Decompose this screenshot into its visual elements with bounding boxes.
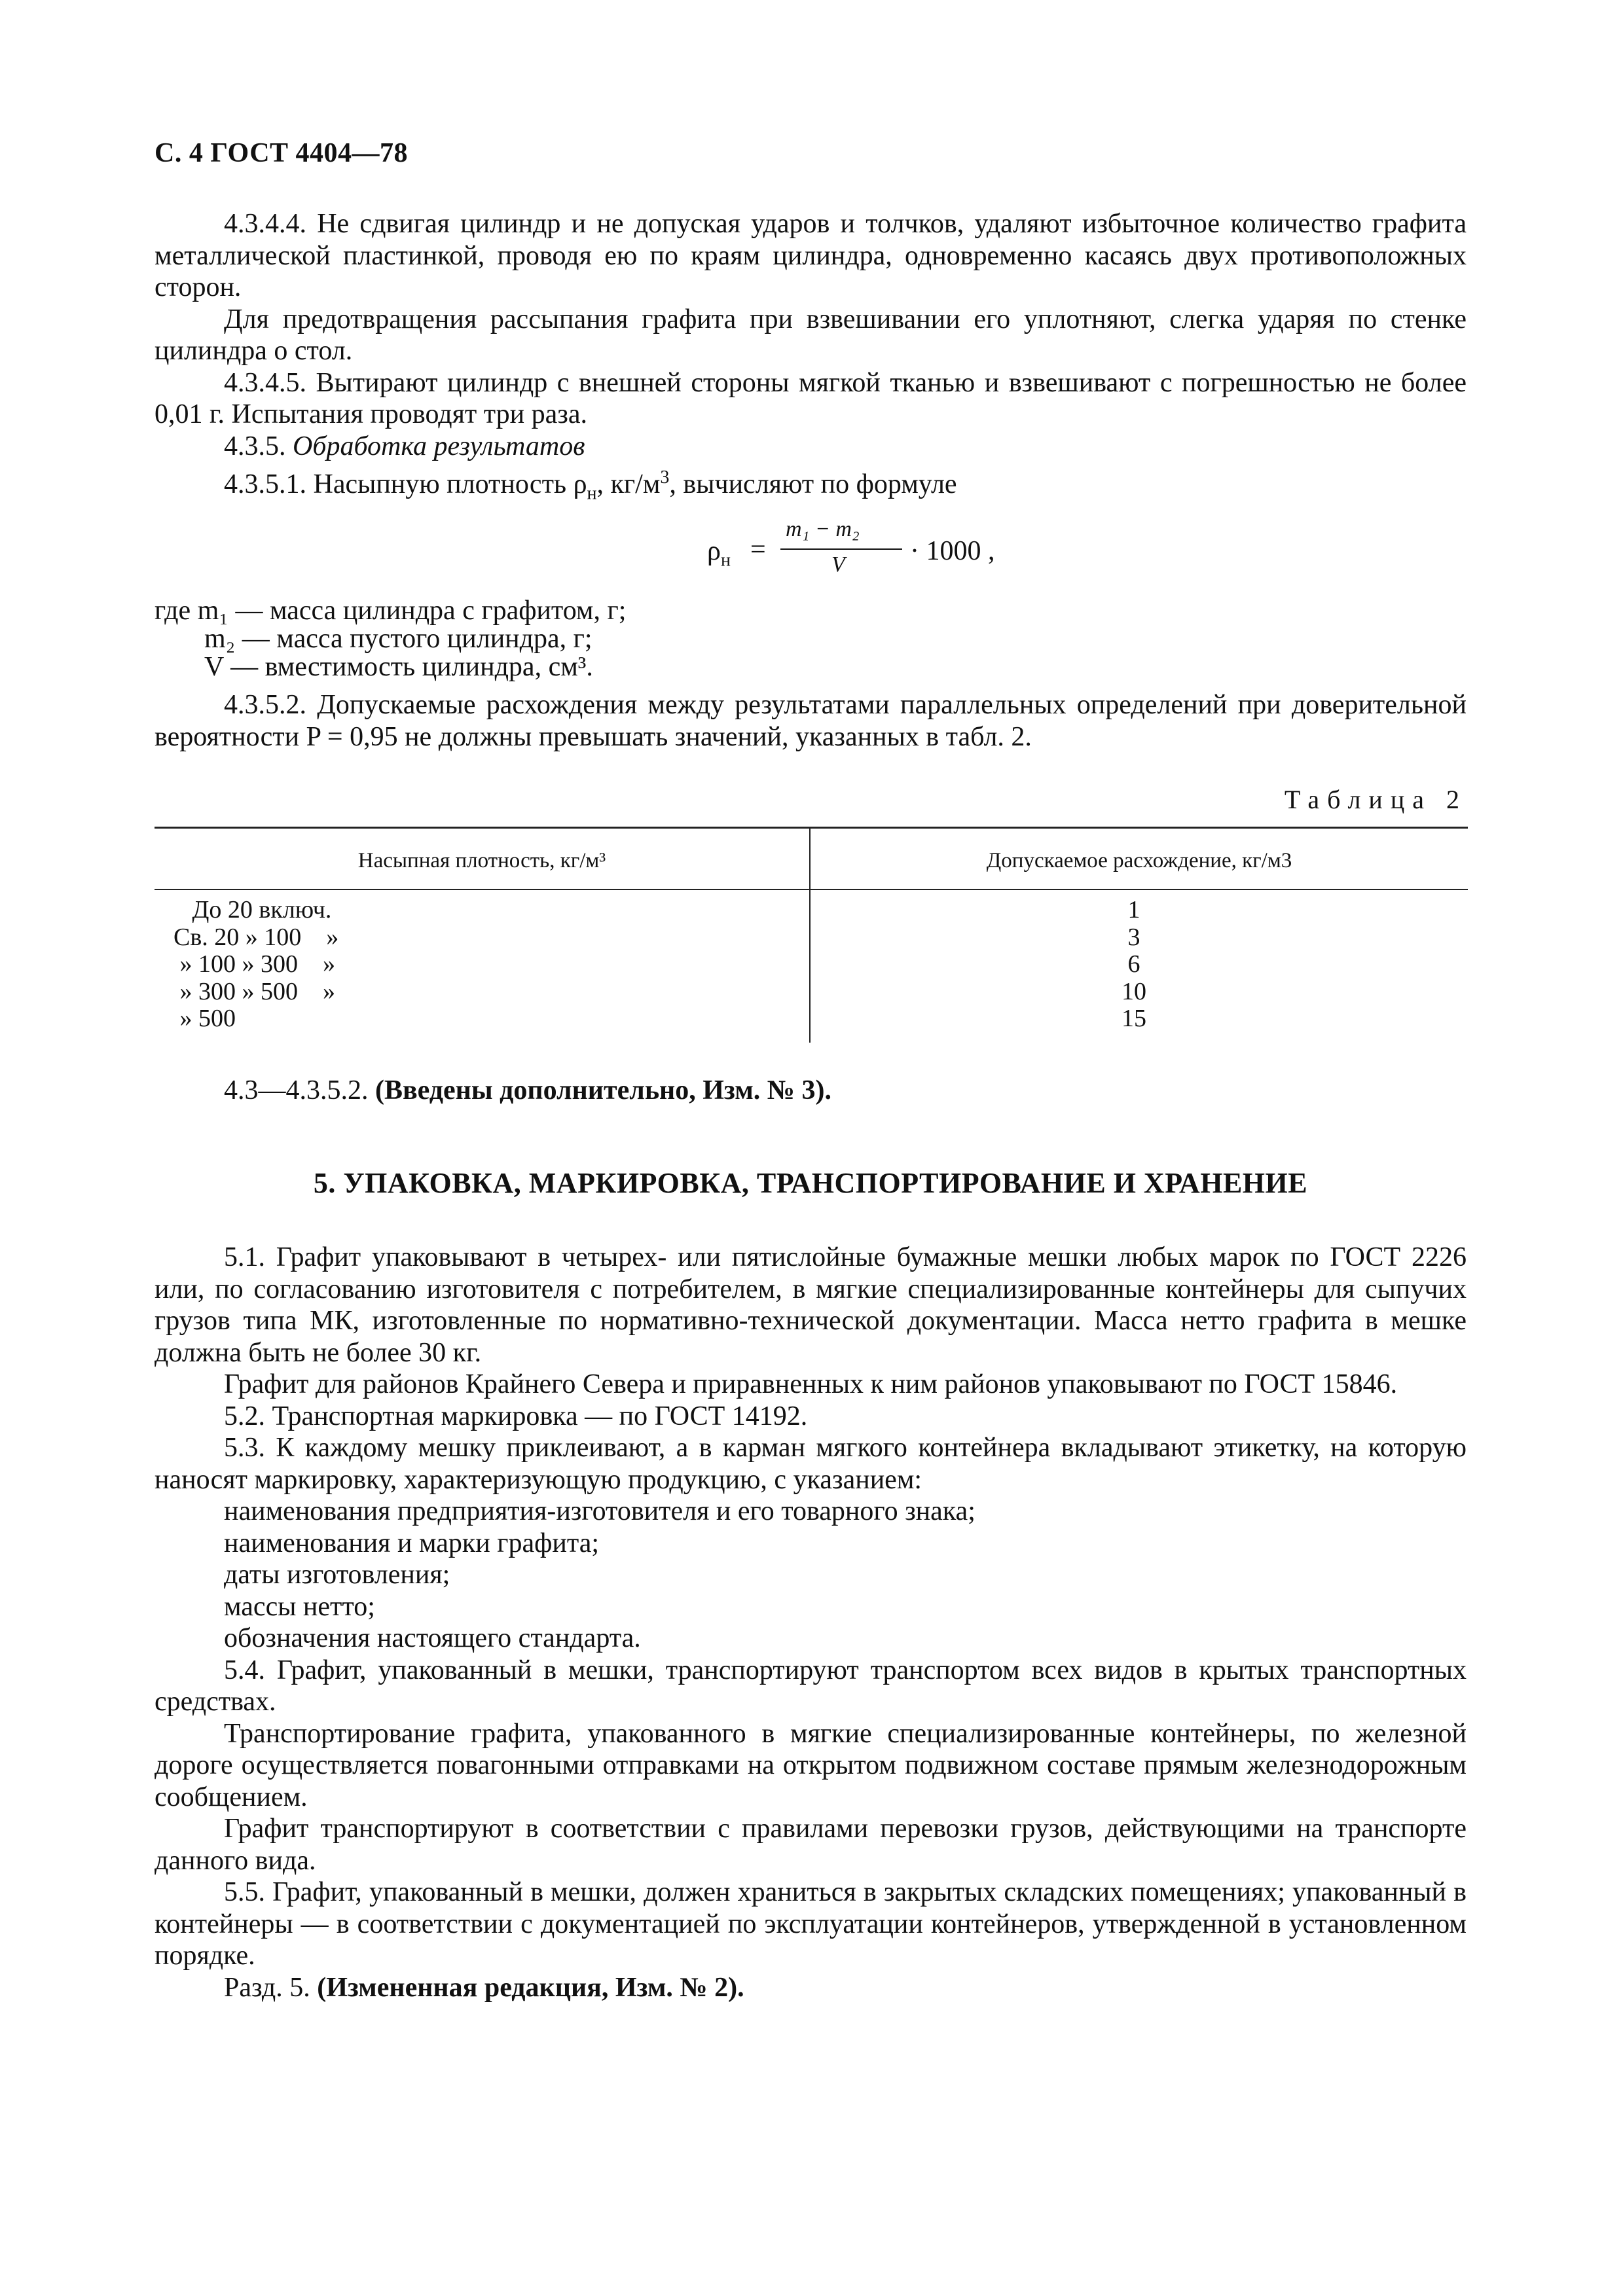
table-cell: До 20 включ. [173, 896, 332, 924]
formula-lhs [707, 535, 731, 571]
table-column-density [173, 897, 338, 1033]
marking-item: обозначения настоящего стандарта. [224, 1623, 641, 1653]
formula-rhs: · 1000 , [910, 536, 995, 566]
formula-legend [155, 597, 626, 681]
table-cell: 15 [1122, 1005, 1146, 1032]
amendment-note-section-5 [155, 1972, 1467, 2004]
rho-symbol: ρ [707, 536, 721, 566]
subscript: н [587, 483, 597, 504]
paragraph-5-4: 5.4. Графит, упакованный в мешки, транспортируют транспортом всех видов в крытых транспортных средствах. [155, 1655, 1467, 1717]
table-top-rule [155, 827, 1468, 829]
marking-item: даты изготовления; [224, 1560, 450, 1590]
note-bold: (Введены дополнительно, Изм. № 3). [375, 1075, 831, 1105]
fraction-bar [780, 548, 902, 550]
marking-item: наименования и марки графита; [224, 1528, 600, 1558]
paragraph-5-1: 5.1. Графит упаковывают в четырех- или пятислойные бумажные мешки любых марок по ГОСТ 2226 или, по согласованию изготовителя с потребителем, в мягкие специализированные контейнеры для сыпучих грузов типа МК, изготовленные по нормативно-технической документации. Масса нетто графита в мешке должна быть не более 30 кг. [155, 1242, 1467, 1368]
section-4-3-5-2 [155, 689, 1467, 753]
note-bold: (Измененная редакция, Изм. № 2). [317, 1972, 744, 2003]
paragraph-4-3-5-title [155, 431, 1467, 463]
amendment-note-4-3 [155, 1075, 1467, 1107]
table-cell: 6 [1127, 950, 1140, 978]
superscript: 3 [660, 467, 670, 488]
text-run: , вычисляют по формуле [669, 469, 957, 499]
table-cell: » 300 » 500 » [173, 977, 335, 1005]
section-title: Обработка результатов [293, 431, 585, 461]
table-cell: 10 [1122, 977, 1146, 1005]
section-4-3-4 [155, 208, 1467, 510]
marking-item: массы нетто; [224, 1591, 375, 1622]
paragraph-5-4-rules: Графит транспортируют в соответствии с правилами перевозки грузов, действующими на транспорте данного вида. [155, 1814, 1467, 1876]
paragraph-4-3-4-5: 4.3.4.5. Вытирают цилиндр с внешней стороны мягкой тканью и взвешивают с погрешностью не более 0,01 г. Испытания проводят три раза. [155, 367, 1467, 429]
table-cell: Св. 20 » 100 » [173, 923, 339, 951]
marking-item: наименования предприятия-изготовителя и его товарного знака; [224, 1496, 976, 1526]
table-header-density: Насыпная плотность, кг/м³ [357, 849, 606, 872]
rho-subscript: н [720, 550, 731, 571]
paragraph-4-3-4-4: 4.3.4.4. Не сдвигая цилиндр и не допуская ударов и толчков, удаляют избыточное количество графита металлической пластинкой, проводя ею по краям цилиндра, одновременно касаясь двух противоположных сторон. [155, 209, 1467, 302]
paragraph-5-5: 5.5. Графит, упакованный в мешки, должен храниться в закрытых складских помещениях; упакованный в контейнеры — в соответствии с документацией по эксплуатации контейнеров, утвержденной в установленном порядке. [155, 1877, 1467, 1971]
paragraph-5-4-containers: Транспортирование графита, упакованного в мягкие специализированные контейнеры, по железной дороге осуществляется повагонными отправками на открытом подвижном составе прямым железнодорожным сообщением. [155, 1718, 1467, 1812]
amendment-note [155, 1075, 1467, 1107]
paragraph-compaction: Для предотвращения рассыпания графита при взвешивании его уплотняют, слегка ударяя по стенке цилиндра о стол. [155, 304, 1467, 366]
formula-numerator: m₁ − m₂ [786, 517, 860, 541]
density-formula [707, 517, 1008, 589]
table-header-tolerance: Допускаемое расхождение, кг/м3 [986, 849, 1292, 872]
text-run: 4.3.5.1. Насыпную плотность ρ [224, 469, 587, 499]
table-header-rule [155, 889, 1468, 890]
paragraph-4-3-5-2: 4.3.5.2. Допускаемые расхождения между результатами параллельных определений при доверительной вероятности P = 0,95 не должны превышать значений, указанных в табл. 2. [155, 690, 1467, 752]
paragraph-5-2: 5.2. Транспортная маркировка — по ГОСТ 14192. [224, 1401, 808, 1431]
table-column-tolerance [1068, 897, 1199, 1033]
formula-denominator: V [831, 552, 845, 577]
note-prefix: Разд. 5. [224, 1972, 318, 2003]
table-cell: » 500 [173, 1005, 236, 1032]
note-prefix: 4.3—4.3.5.2. [224, 1075, 375, 1105]
page-header: С. 4 ГОСТ 4404—78 [155, 138, 409, 168]
legend-line: m₂ — масса пустого цилиндра, г; [204, 624, 593, 654]
section-5-body [155, 1242, 1467, 2003]
paragraph-5-3: 5.3. К каждому мешку приклеивают, а в карман мягкого контейнера вкладывают этикетку, на которую наносят маркировку, характеризующую продукцию, с указанием: [155, 1433, 1467, 1495]
legend-line: где m₁ — масса цилиндра с графитом, г; [155, 596, 627, 626]
legend-line: V — вместимость цилиндра, см³. [204, 652, 593, 682]
table-cell: » 100 » 300 » [173, 950, 335, 978]
table-caption: Таблица 2 [1284, 785, 1467, 814]
section-5-heading: 5. УПАКОВКА, МАРКИРОВКА, ТРАНСПОРТИРОВАНИЕ И ХРАНЕНИЕ [313, 1167, 1308, 1199]
table-cell: 1 [1127, 896, 1140, 924]
equals-sign: = [750, 535, 766, 565]
table-cell: 3 [1127, 923, 1140, 951]
paragraph-5-1-north: Графит для районов Крайнего Севера и приравненных к ним районов упаковывают по ГОСТ 15846. [224, 1369, 1398, 1399]
paragraph-4-3-5-1 [155, 462, 1467, 510]
text-run: , кг/м [596, 469, 661, 499]
section-number: 4.3.5. [224, 431, 286, 461]
